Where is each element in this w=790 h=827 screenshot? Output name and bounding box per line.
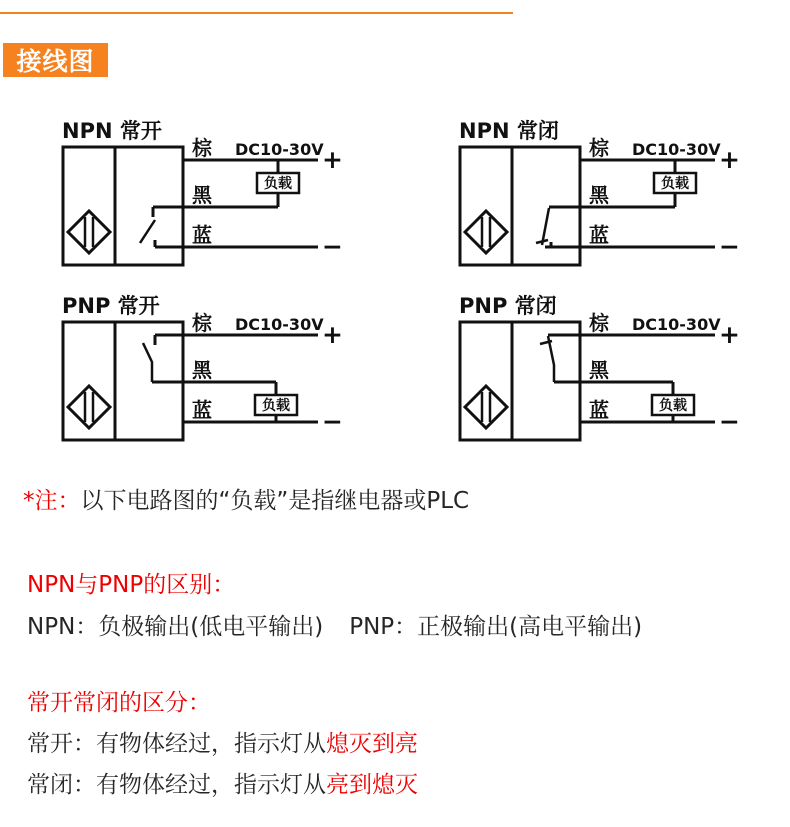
load-label: 负载	[262, 398, 290, 414]
nc-line-black-text: 常闭：有物体经过，指示灯从	[27, 772, 326, 798]
diagram-title: PNP 常开	[62, 294, 160, 318]
wire-label-black: 黑	[192, 358, 212, 382]
minus-terminal: −	[322, 232, 343, 261]
load-label: 负载	[659, 398, 687, 414]
npn-output-text: NPN：负极输出(低电平输出)	[27, 614, 324, 640]
minus-terminal: −	[719, 407, 740, 436]
diagram-npn-normally-closed	[435, 112, 745, 282]
diagram-title: NPN 常闭	[459, 119, 559, 143]
switch-contact	[140, 220, 155, 243]
note-body: 以下电路图的“负载”是指继电器或PLC	[80, 488, 470, 514]
npn-pnp-line	[27, 612, 642, 642]
top-divider-line	[0, 12, 513, 14]
section-badge	[3, 43, 108, 77]
plus-terminal: +	[719, 320, 740, 349]
proximity-sensor-icon	[465, 386, 507, 428]
wire-label-brown: 棕	[589, 136, 609, 160]
plus-terminal: +	[322, 320, 343, 349]
npn-pnp-heading: NPN与PNP的区别：	[27, 572, 236, 598]
minus-terminal: −	[719, 232, 740, 261]
diagram-pnp-normally-open	[38, 287, 348, 457]
wire-label-blue: 蓝	[589, 398, 609, 422]
voltage-label: DC10-30V	[235, 140, 324, 159]
minus-terminal: −	[322, 407, 343, 436]
no-nc-heading: 常开常闭的区分：	[27, 690, 211, 716]
blue-wire	[545, 242, 715, 247]
wire-label-brown: 棕	[589, 311, 609, 335]
diagram-title: NPN 常开	[62, 119, 162, 143]
blue-wire	[155, 240, 318, 247]
no-nc-line-1	[27, 729, 418, 759]
proximity-sensor-icon	[68, 386, 110, 428]
voltage-label: DC10-30V	[235, 315, 324, 334]
pnp-output-text: PNP：正极输出(高电平输出)	[349, 614, 643, 640]
note-line	[23, 486, 469, 516]
proximity-sensor-icon	[465, 211, 507, 253]
wire-label-brown: 棕	[192, 136, 212, 160]
wire-label-black: 黑	[192, 183, 212, 207]
brown-wire	[155, 335, 318, 345]
section-badge-title: 接线图	[16, 47, 95, 76]
wire-label-blue: 蓝	[192, 398, 212, 422]
voltage-label: DC10-30V	[632, 315, 721, 334]
note-prefix: *注：	[23, 488, 81, 514]
nc-line-red-text: 亮到熄灭	[326, 772, 418, 798]
no-line-black-text: 常开：有物体经过，指示灯从	[27, 731, 326, 757]
switch-contact	[143, 343, 152, 382]
voltage-label: DC10-30V	[632, 140, 721, 159]
wire-label-black: 黑	[589, 183, 609, 207]
diagram-pnp-normally-closed	[435, 287, 745, 457]
proximity-sensor-icon	[68, 211, 110, 253]
no-line-red-text: 熄灭到亮	[326, 731, 418, 757]
wire-label-black: 黑	[589, 358, 609, 382]
black-wire	[153, 207, 278, 217]
diagram-title: PNP 常闭	[459, 294, 557, 318]
plus-terminal: +	[322, 145, 343, 174]
load-label: 负载	[661, 176, 689, 192]
switch-contact	[540, 336, 554, 382]
wire-label-blue: 蓝	[589, 223, 609, 247]
wire-label-brown: 棕	[192, 311, 212, 335]
diagram-npn-normally-open	[38, 112, 348, 282]
load-label: 负载	[264, 176, 292, 192]
plus-terminal: +	[719, 145, 740, 174]
wire-label-blue: 蓝	[192, 223, 212, 247]
switch-contact	[536, 208, 549, 245]
no-nc-line-2	[27, 770, 418, 800]
